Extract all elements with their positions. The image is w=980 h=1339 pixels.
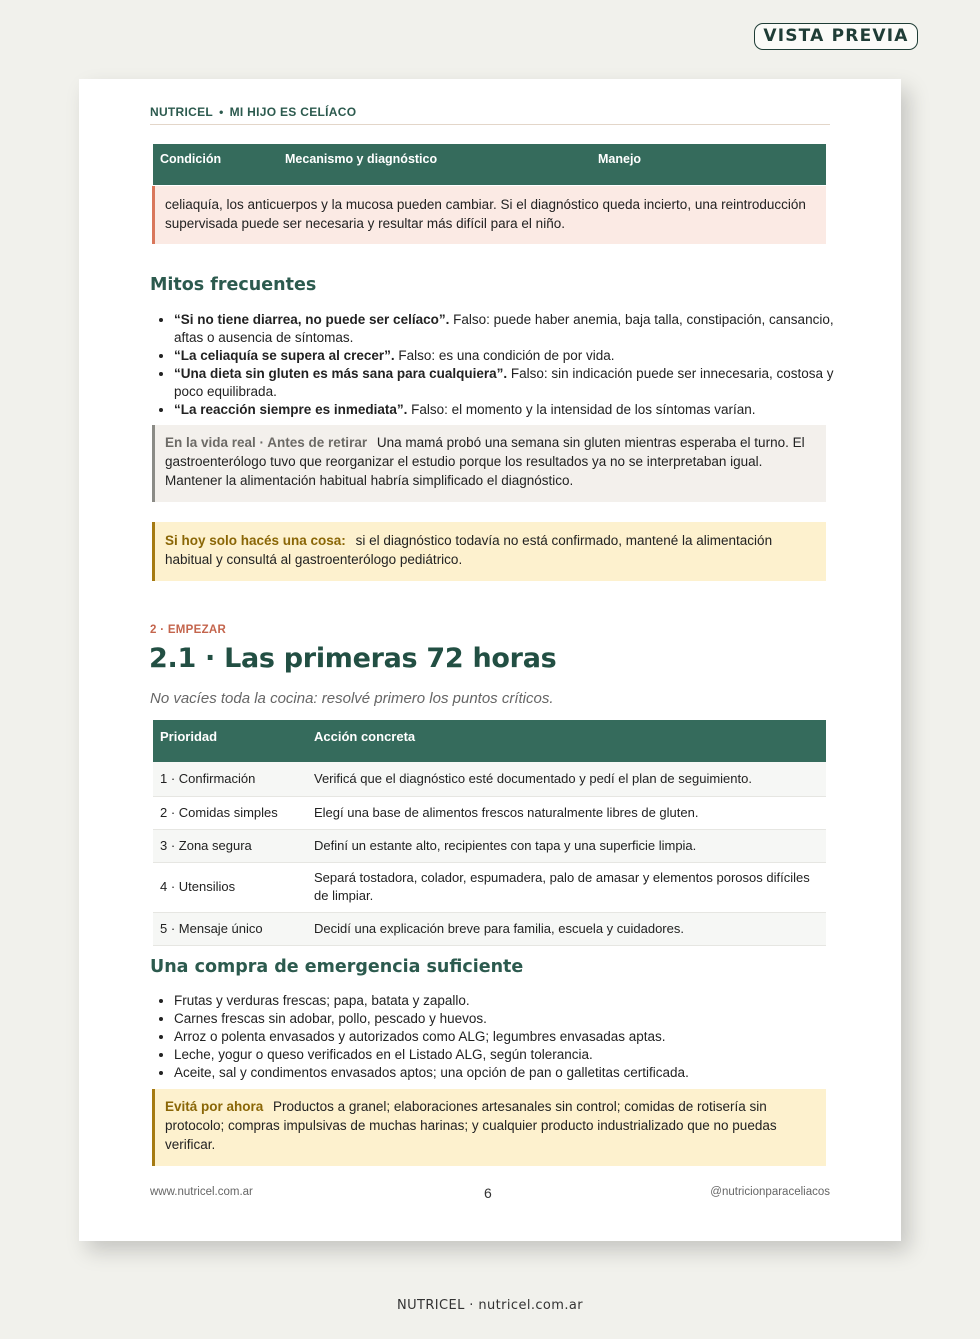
- header-separator: •: [219, 105, 224, 119]
- action-cell: Decidí una explicación breve para familia, escuela y cuidadores.: [307, 912, 826, 945]
- action-cell: Elegí una base de alimentos frescos naturalmente libres de gluten.: [307, 796, 826, 829]
- document-page: [79, 79, 901, 1241]
- shopping-list: [150, 992, 834, 1082]
- list-item: • Arroz o polenta envasados y autorizados como ALG; legumbres envasadas aptas.: [174, 1028, 834, 1046]
- table-continued-note: celiaquía, los anticuerpos y la mucosa pueden cambiar. Si el diagnóstico queda incierto, una reintroducción supervisada puede ser necesaria y resultar más difícil para el niño.: [152, 186, 826, 244]
- list-item: • Frutas y verduras frescas; papa, batata y zapallo.: [174, 992, 834, 1010]
- header-title: MI HIJO ES CELÍACO: [229, 105, 357, 119]
- action-cell: Separá tostadora, colador, espumadera, palo de amasar y elementos porosos difíciles de limpiar.: [307, 862, 826, 912]
- table-row: [153, 829, 826, 862]
- preview-badge: VISTA PREVIA: [754, 23, 918, 50]
- priority-cell: 1 · Confirmación: [153, 762, 307, 796]
- myths-list: [150, 311, 834, 419]
- list-item: • “Si no tiene diarrea, no puede ser celíaco”. Falso: puede haber anemia, baja talla, constipación, cansancio, aftas o ausencia de síntomas.: [174, 311, 834, 347]
- column-header-management: Manejo: [598, 152, 642, 166]
- section-heading: 2.1 · Las primeras 72 horas: [149, 643, 557, 674]
- list-item: • Carnes frescas sin adobar, pollo, pescado y huevos.: [174, 1010, 834, 1028]
- callout-label: Evitá por ahora: [165, 1099, 264, 1114]
- footer-website: www.nutricel.com.ar: [150, 1186, 253, 1198]
- column-header-condition: Condición: [160, 152, 222, 166]
- section-eyebrow: 2 · EMPEZAR: [150, 624, 227, 636]
- list-item: • “La celiaquía se supera al crecer”. Falso: es una condición de por vida.: [174, 347, 834, 365]
- priority-cell: 4 · Utensilios: [153, 862, 307, 912]
- list-item: • Leche, yogur o queso verificados en el Listado ALG, según tolerancia.: [174, 1046, 834, 1064]
- action-cell: Verificá que el diagnóstico esté documentado y pedí el plan de seguimiento.: [307, 762, 826, 796]
- table-row: [153, 762, 826, 796]
- priorities-table: [153, 720, 826, 946]
- footer-handle: @nutricionparaceliacos: [710, 1186, 830, 1198]
- section-subtitle: No vacíes toda la cocina: resolvé primero los puntos críticos.: [150, 690, 554, 707]
- callout-text: Una mamá probó una semana sin gluten mientras esperaba el turno. El gastroenterólogo tuvo que reorganizar el estudio porque los resultados ya no se interpretaban igual. Mantener la alimentación habitual habría simplificado el diagnóstico.: [165, 435, 805, 488]
- column-header-mechanism: Mecanismo y diagnóstico: [285, 152, 438, 166]
- callout-text: Productos a granel; elaboraciones artesanales sin control; comidas de rotisería sin protocolo; compras impulsivas de muchas harinas; y cualquier producto industrializado que no puedas verificar.: [165, 1099, 777, 1152]
- action-cell: Definí un estante alto, recipientes con tapa y una superficie limpia.: [307, 829, 826, 862]
- callout-label: Si hoy solo hacés una cosa:: [165, 533, 346, 548]
- one-thing-callout: [152, 522, 826, 581]
- priority-cell: 3 · Zona segura: [153, 829, 307, 862]
- real-life-callout: [152, 425, 826, 502]
- column-header-action: Acción concreta: [307, 720, 826, 762]
- table-row: [153, 912, 826, 945]
- list-item: • “La reacción siempre es inmediata”. Falso: el momento y la intensidad de los síntomas varían.: [174, 401, 834, 419]
- header-brand: NUTRICEL: [150, 105, 214, 119]
- list-item: • Aceite, sal y condimentos envasados aptos; una opción de pan o galletitas certificada.: [174, 1064, 834, 1082]
- table-header-conditions: [153, 144, 826, 185]
- table-row: [153, 796, 826, 829]
- list-item: • “Una dieta sin gluten es más sana para cualquiera”. Falso: sin indicación puede ser innecesaria, costosa y poco equilibrada.: [174, 365, 834, 401]
- callout-text: si el diagnóstico todavía no está confirmado, mantené la alimentación habitual y consultá al gastroenterólogo pediátrico.: [165, 533, 773, 567]
- section-title-myths: Mitos frecuentes: [150, 275, 317, 295]
- priority-cell: 5 · Mensaje único: [153, 912, 307, 945]
- table-row: [153, 862, 826, 912]
- bottom-caption: NUTRICEL · nutricel.com.ar: [396, 1298, 583, 1313]
- column-header-priority: Prioridad: [153, 720, 307, 762]
- callout-label: En la vida real · Antes de retirar: [165, 435, 368, 450]
- section-title-shopping: Una compra de emergencia suficiente: [150, 957, 524, 977]
- page-number: 6: [484, 1185, 492, 1201]
- running-header: [150, 105, 830, 125]
- priority-cell: 2 · Comidas simples: [153, 796, 307, 829]
- avoid-callout: [152, 1089, 826, 1166]
